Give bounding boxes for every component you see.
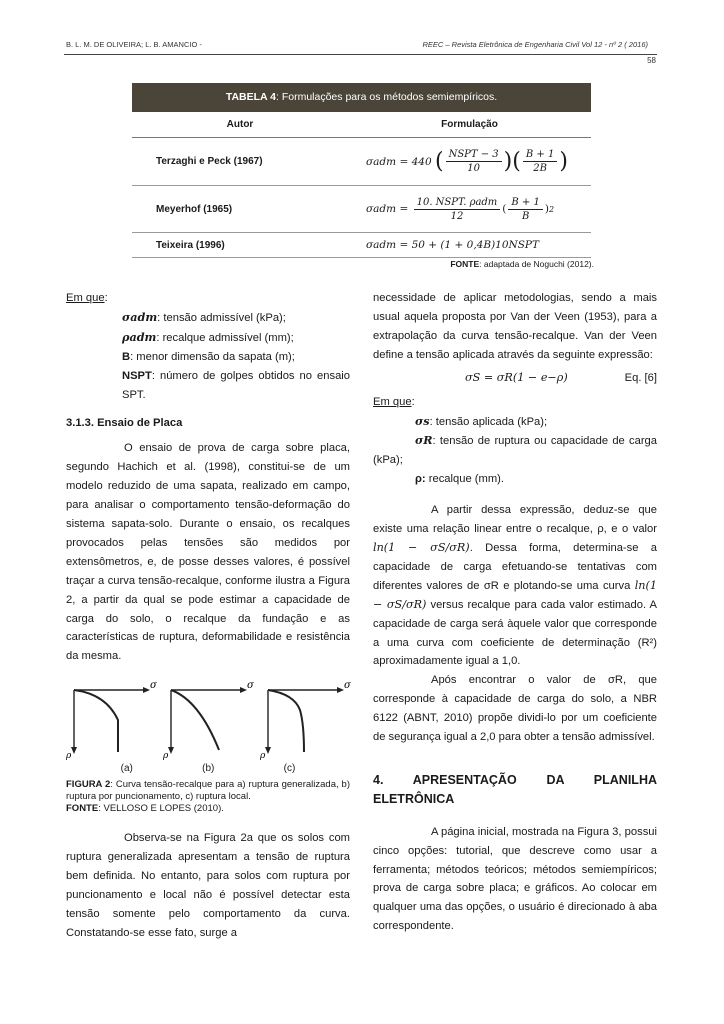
running-header-journal: REEC – Revista Eletrônica de Engenharia Civil Vol 12 - nº 2 ( 2016) bbox=[422, 40, 648, 49]
paragraph: O ensaio de prova de carga sobre placa, segundo Hachich et al. (1998), constitui-se de um modelo reduzido de uma sapata, realizado em campo, para analisar o comportamento tensão-deformação do sistema sapata-solo. Durante o ensaio, os recalques provocados pelas tensões são medidos por extensômetros, e, de posse desses valores, é possível traçar a curva tensão-recalque, conforme ilustra a Figura 2, a partir da qual se pode estimar a capacidade de carga do solo, o recalque da fundação e as características de ruptura, deformabilidade e resistência da mesma. bbox=[66, 442, 350, 663]
definition: B: menor dimensão da sapata (m); bbox=[122, 350, 295, 363]
author-cell: Meyerhof (1965) bbox=[156, 203, 233, 215]
table-title: TABELA 4: Formulações para os métodos semiempíricos. bbox=[132, 83, 591, 112]
paragraph: A partir dessa expressão, deduz-se que existe uma relação linear entre o recalque, ρ, e o valor ln(1 − σS/σR). Dessa forma, determina-se a capacidade de carga efetuando-se tentativas com diferentes valores de σR e plotando-se uma curva ln(1 − σS/σR) versus recalque para cada valor estimado. A capacidade de carga será àquele valor que corresponde a uma curva com coeficiente de determinação (R²) aproximadamente igual a 1,0. bbox=[373, 504, 658, 668]
svg-text:ρ: ρ bbox=[163, 751, 169, 762]
table-4 bbox=[132, 83, 591, 258]
table-row bbox=[132, 138, 591, 186]
col-header-formula: Formulação bbox=[441, 119, 498, 130]
definition: σR: tensão de ruptura ou capacidade de carga (kPa); bbox=[373, 433, 657, 467]
equation-label: Eq. [6] bbox=[624, 372, 657, 385]
paragraph: A página inicial, mostrada na Figura 3, possui cinco opções: tutorial, que descreve como usar a ferramenta; métodos teóricos; métodos semiempíricos; prova de carga sobre placa; e gráficos. Ao colocar em qualquer uma das opções, o usuário é direcionado à aba correspondente. bbox=[373, 825, 657, 933]
em-que-label: Em que bbox=[66, 292, 105, 304]
table-source: FONTE: adaptada de Noguchi (2012). bbox=[450, 259, 594, 269]
definition: ρadm: recalque admissível (mm); bbox=[122, 329, 294, 344]
col-header-author: Autor bbox=[226, 119, 254, 130]
equation-6: σS = σR(1 − e−ρ) Eq. [6] bbox=[373, 365, 657, 393]
figure-2 bbox=[66, 680, 350, 815]
definition: σadm: tensão admissível (kPa); bbox=[122, 309, 286, 324]
formula-cell: σadm = 50 + (1 + 0,4B)10NSPT bbox=[366, 239, 539, 251]
figure-caption: FIGURA 2: Curva tensão-recalque para a) ruptura generalizada, b) ruptura por puncionamento, c) ruptura local. bbox=[66, 779, 350, 803]
fig-label-a: (a) bbox=[120, 763, 133, 775]
svg-text:σ: σ bbox=[150, 680, 157, 692]
definition: ρ: recalque (mm). bbox=[415, 473, 504, 486]
author-cell: Teixeira (1996) bbox=[156, 239, 225, 251]
em-que-label: Em que bbox=[373, 395, 412, 408]
author-cell: Terzaghi e Peck (1967) bbox=[156, 156, 263, 167]
svg-text:ρ: ρ bbox=[260, 751, 266, 762]
table-row bbox=[132, 186, 591, 233]
svg-text:σ: σ bbox=[344, 680, 351, 692]
curve-b-icon bbox=[163, 680, 254, 762]
running-header-authors: B. L. M. DE OLIVEIRA; L. B. AMANCIO - bbox=[66, 40, 202, 49]
definition: σs: tensão aplicada (kPa); bbox=[415, 413, 548, 428]
paragraph: Observa-se na Figura 2a que os solos com ruptura generalizada apresentam a tensão de ruptura bem definida. No entanto, para solos com ruptura por puncionamento e local não é possível detectar esta tensão somente pelo comportamento da curva. Constatando-se esse fato, surge a bbox=[66, 832, 350, 939]
svg-text:ρ: ρ bbox=[66, 751, 72, 762]
table-header-row bbox=[132, 112, 591, 138]
formula-cell: σadm = $\frac{\text{10. NSPT. ρadm}}{12}$ ( $\frac{B + 1}{B}$ ) 2 bbox=[366, 196, 555, 222]
definition: NSPT: número de golpes obtidos no ensaio SPT. bbox=[122, 369, 350, 401]
section-heading: 4. APRESENTAÇÃO DA PLANILHA ELETRÔNICA bbox=[373, 772, 657, 806]
fig-label-c: (c) bbox=[283, 763, 296, 775]
paragraph: necessidade de aplicar metodologias, sendo a mais usual aquela proposta por Van der Veen (1953), para a extrapolação da curva tensão-recalque. Van der Veen define a tensão aplicada através da seguinte expressão: bbox=[373, 292, 657, 361]
right-column: necessidade de aplicar metodologias, sendo a mais usual aquela proposta por Van der Veen (1953), para a extrapolação da curva tensão-recalque. Van der Veen define a tensão aplicada através da seguinte expressão: σS = σR(1 − e−ρ) Eq. [6] Em que: σs: tensão aplicada (kPa); σR: tensão de ruptura ou capacidade de carga (kPa); ρ: recalque (mm). A partir dessa expressão, deduz-se que existe uma relação linear entre o recalque, ρ, e o valor ln(1 − σS/σR). Dessa forma, determina-se a capacidade de carga efetuando-se tentativas com diferentes valores de σR e plotando-se uma curva ln(1 − σS/σR) versus recalque para cada valor estimado. A capacidade de carga será àquele valor que corresponde a uma curva com coeficiente de determinação (R²) aproximadamente igual a 1,0. Após encontrar o valor de σR, que corresponde à capacidade de carga do solo, a NBR 6122 (ABNT, 2010) propõe dividi-lo por um coeficiente de segurança igual a 2,0 para obter a tensão admissível. 4. APRESENTAÇÃO DA PLANILHA ELETRÔNICA A página inicial, mostrada na Figura 3, possui cinco opções: tutorial, que descreve como usar a ferramenta; métodos teóricos; métodos semiempíricos; prova de carga sobre placa; e gráficos. Ao colocar em qualquer uma das opções, o usuário é direcionado à aba correspondente. bbox=[373, 289, 657, 936]
page-number: 58 bbox=[647, 56, 656, 65]
section-heading: 3.1.3. Ensaio de Placa bbox=[66, 417, 183, 430]
formula-cell: σadm = 440 ( $\frac{\text{NSPT − 3}}{10}$ ) ( $\frac{B + 1}{2B}$ ) bbox=[366, 148, 568, 174]
figure-source: FONTE: VELLOSO E LOPES (2010). bbox=[66, 803, 224, 815]
curve-a-icon bbox=[66, 680, 157, 762]
left-column: Em que: σadm: tensão admissível (kPa); ρadm: recalque admissível (mm); B: menor dimensão da sapata (m); NSPT: número de golpes obtidos no ensaio SPT. 3.1.3. Ensaio de Placa O ensaio de prova de carga sobre placa, segundo Hachich et al. (1998), constitui-se de um modelo reduzido de uma sapata, realizado em campo, para analisar o comportamento tensão-deformação do sistema sapata-solo. Durante o ensaio, os recalques provocados pelas tensões são medidos por extensômetros, e, de posse desses valores, é possível traçar a curva tensão-recalque, conforme ilustra a Figura 2, a partir da qual se pode estimar a capacidade de carga do solo, o recalque da fundação e as características de ruptura, deformabilidade e resistência da mesma. σ ρ σ ρ σ ρ (a) (b) (c) FIGURA 2: Curva tensão-recalque para a) ruptura generalizada, b) ruptura por puncionamento, c) ruptura local. FONTE: VELLOSO E LOPES (2010). Observa-se na Figura 2a que os solos com ruptura generalizada apresentam a tensão de ruptura bem definida. No entanto, para solos com ruptura por puncionamento e local não é possível detectar esta tensão somente pelo comportamento da curva. Constatando-se esse fato, surge a bbox=[66, 289, 350, 943]
svg-text:σ: σ bbox=[247, 680, 254, 692]
paragraph: Após encontrar o valor de σR, que corresponde à capacidade de carga do solo, a NBR 6122 (ABNT, 2010) propõe dividi-lo por um coeficiente de segurança igual a 2,0 para obter a tensão admissível. bbox=[373, 674, 657, 744]
fig-label-b: (b) bbox=[202, 763, 215, 775]
table-row bbox=[132, 233, 591, 258]
curve-c-icon bbox=[260, 680, 351, 762]
header-rule bbox=[64, 54, 657, 55]
